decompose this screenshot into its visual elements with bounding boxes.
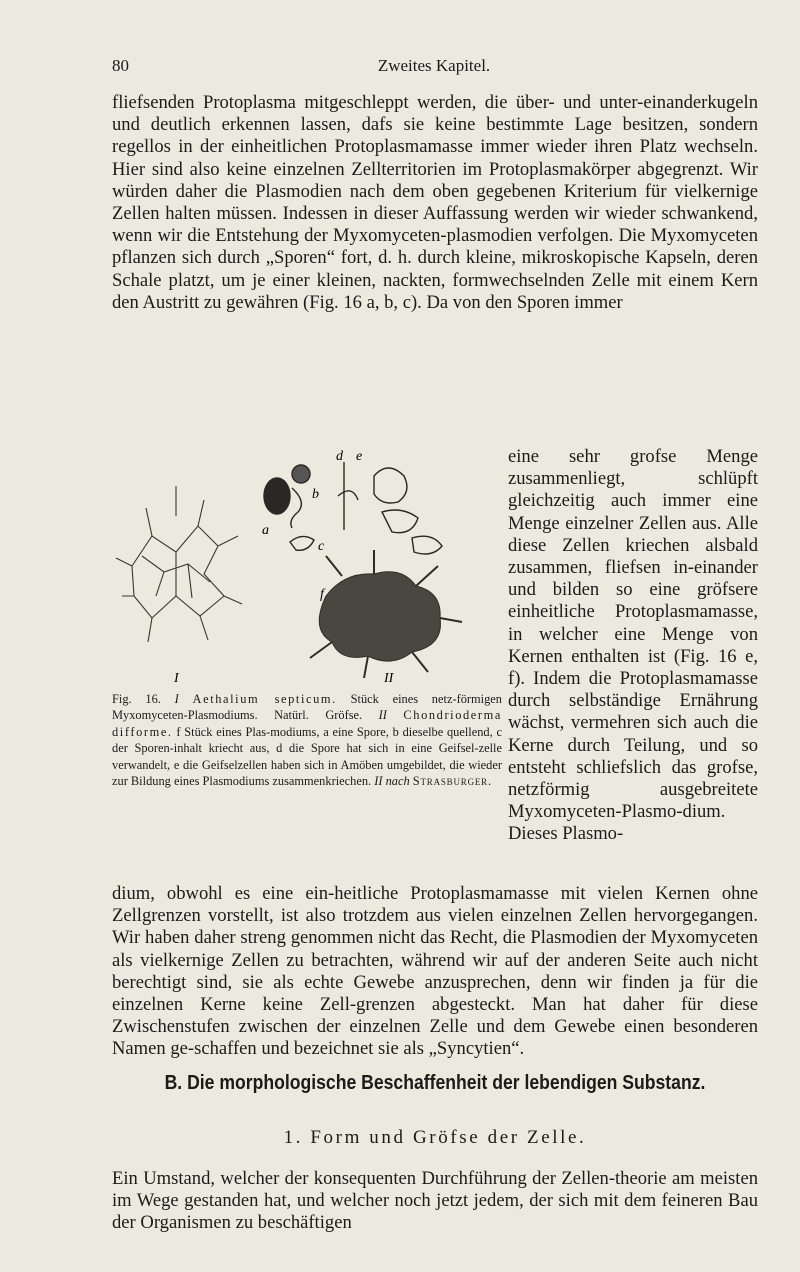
figure-label-e: e: [356, 449, 363, 464]
page-number: 80: [112, 56, 129, 75]
caption-text-3: II nach: [374, 774, 410, 789]
figure-illustration: [112, 446, 500, 686]
caption-species-2: Chondrioderma difforme.: [112, 708, 502, 739]
figure-label-I: I: [174, 671, 179, 686]
paragraph-1: fliefsenden Protoplasma mitgeschleppt werden, die über- und unter-einanderkugeln und deutlich erkennen lassen, dafs sie keine bestimmte Lage besitzen, sondern regellos in der einheitlichen Protoplasmamasse immer wieder ihren Platz wechseln. Hier sind also keine einzelnen Zellterritorien im Protoplasmakörper abgegrenzt. Wir würden daher die Plasmodien nach dem oben gegebenen Kriterium für vielkernige Zellen halten müssen. Indessen in dieser Auffassung werden wir wieder schwankend, wenn wir die Entstehung der Myxomyceten-plasmodien verfolgen. Die Myxomyceten pflanzen sich durch „Sporen“ fort, d. h. durch kleine, mikroskopische Kapseln, deren Schale platzt, um je einer kleinen, nackten, formwechselnden Zelle mit einem Kern den Austritt zu gewähren (Fig. 16 a, b, c). Da von den Sporen immer: [112, 92, 758, 313]
caption-species-1: Aethalium septicum.: [192, 692, 337, 706]
paragraph-3: Ein Umstand, welcher der konsequenten Durchführung der Zellen-theorie am meisten im Wege gestanden hat, und welcher noch jetzt jedem, der sich mit dem feineren Bau der Organismen zu beschäftigen: [112, 1168, 758, 1234]
figure-label-c: c: [318, 539, 325, 554]
plasmodium-network-I: [116, 486, 242, 642]
figure-label-a: a: [262, 523, 269, 538]
plasmodium-mass-II: [310, 550, 462, 678]
caption-mark-II: II: [378, 708, 387, 723]
figure-label-d: d: [336, 449, 343, 464]
spore-stages-a-b-c-d-e: [264, 462, 442, 554]
section-heading: B. Die morphologische Beschaffenheit der lebendigen Substanz.: [164, 1072, 706, 1094]
caption-text-1: Stück eines netz-förmigen Myxomyceten-Plasmodiums. Natürl. Gröfse.: [112, 692, 502, 723]
figure-label-II: II: [384, 671, 394, 686]
subsection-heading: 1. Form und Gröfse der Zelle.: [283, 1127, 587, 1148]
figure-caption: [112, 691, 502, 789]
figure-16: [112, 446, 500, 686]
caption-text-2: f Stück eines Plas-modiums, a eine Spore, b dieselbe quellend, c der Sporen-inhalt kriecht aus, d die Spore hat sich in eine Geifsel-zelle verwandelt, e die Geifselzellen haben sich in Amöben umgebildet, die wieder zur Bildung eines Plasmodiums zusammenkriechen.: [112, 724, 502, 789]
caption-author: Strasburger.: [412, 774, 492, 789]
caption-figure-number: Fig. 16.: [112, 692, 161, 706]
figure-label-b: b: [312, 487, 319, 502]
running-title: Zweites Kapitel.: [377, 56, 491, 75]
figure-label-f: f: [320, 587, 324, 602]
caption-mark-I: I: [174, 692, 179, 706]
paragraph-2: dium, obwohl es eine ein-heitliche Protoplasmamasse mit vielen Kernen ohne Zellgrenzen vorstellt, ist also trotzdem aus vielen einzelnen Zellen hervorgegangen. Wir haben daher streng genommen nicht das Recht, die Plasmodien der Myxomyceten als vielkernige Zellen zu betrachten, während wir auf der anderen Seite auch nicht berechtigt sind, sie als echte Gewebe anzusprechen, denn wir finden ja für die einzelnen Kerne keine Zell-grenzen abgesteckt. Man hat daher für diese Zwischenstufen zwischen der einzelnen Zelle und dem Gewebe einen besonderen Namen ge-schaffen und bezeichnet sie als „Syncytien“.: [112, 883, 758, 1060]
wrapped-text-column: eine sehr grofse Menge zusammenliegt, schlüpft gleichzeitig auch immer eine Menge einzelner Zellen aus. Alle diese Zellen kriechen alsbald zusammen, fliefsen in-einander und bilden so eine gröfsere einheitliche Protoplasmamasse, in welcher eine Menge von Kernen enthalten ist (Fig. 16 e, f). Indem die Protoplasmamasse durch selbständige Ernährung wächst, vermehren sich auch die Kerne durch Teilung, und so entsteht schliefslich das grofse, netzförmig ausgebreitete Myxomyceten-Plasmo-dium. Dieses Plasmo-: [508, 446, 758, 845]
running-header: [112, 56, 756, 82]
